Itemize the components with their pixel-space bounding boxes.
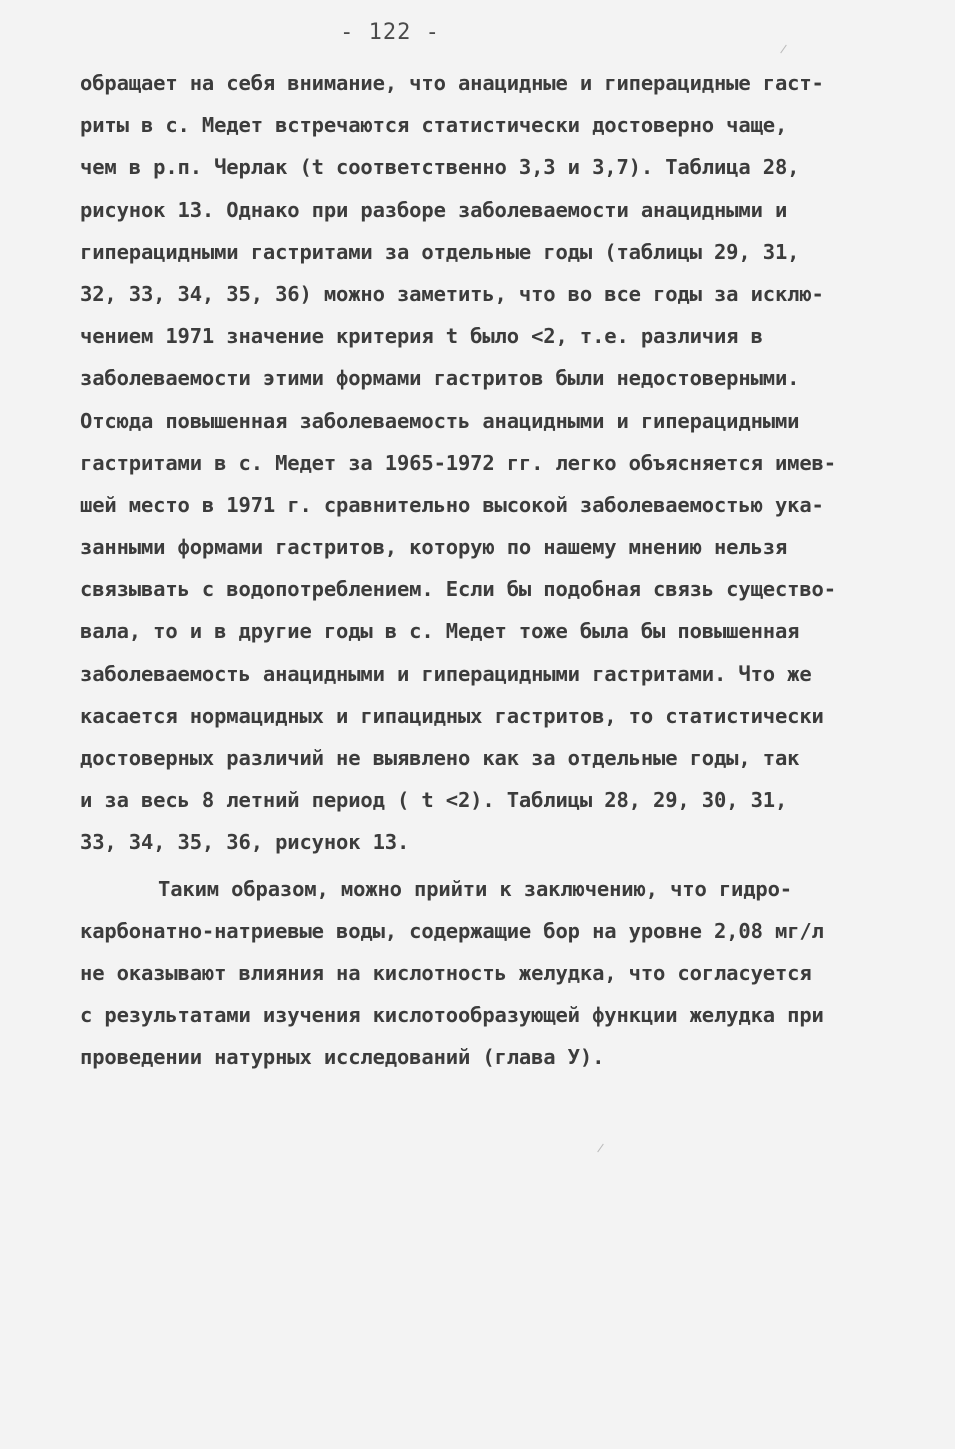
text-line: 32, 33, 34, 35, 36) можно заметить, что во все годы за исклю- xyxy=(80,281,824,306)
text-line: шей место в 1971 г. сравнительно высокой заболеваемостью ука- xyxy=(80,492,824,517)
scan-speck xyxy=(780,45,787,54)
text-line: обращает на себя внимание, что анацидные и гиперацидные гаст- xyxy=(80,71,824,95)
paragraph-1 xyxy=(80,62,880,864)
text-line: Отсюда повышенная заболеваемость анацидными и гиперацидными xyxy=(80,408,800,433)
text-line: карбонатно-натриевые воды, содержащие бор на уровне 2,08 мг/л xyxy=(80,918,824,943)
text-line: чем в р.п. Черлак (t соответственно 3,3 и 3,7). Таблица 28, xyxy=(80,155,800,180)
text-line: рисунок 13. Однако при разборе заболеваемости анацидными и xyxy=(80,197,788,222)
text-line: касается нормацидных и гипацидных гастритов, то статистически xyxy=(80,703,824,728)
body-text xyxy=(80,62,880,1079)
paragraph-2 xyxy=(80,868,880,1079)
text-line: чением 1971 значение критерия t было <2, т.е. различия в xyxy=(80,324,763,349)
text-line: занными формами гастритов, которую по нашему мнению нельзя xyxy=(80,535,788,560)
text-line: заболеваемости этими формами гастритов были недостоверными. xyxy=(80,366,800,391)
scan-speck xyxy=(597,1144,604,1153)
text-line: заболеваемость анацидными и гиперацидными гастритами. Что же xyxy=(80,661,812,686)
text-line: связывать с водопотреблением. Если бы подобная связь существо- xyxy=(80,577,836,602)
text-line: гастритами в с. Медет за 1965-1972 гг. легко объясняется имев- xyxy=(80,450,836,475)
text-line: вала, то и в другие годы в с. Медет тоже была бы повышенная xyxy=(80,619,800,644)
text-line: не оказывают влияния на кислотность желудка, что согласуется xyxy=(80,960,812,985)
text-line: с результатами изучения кислотообразующей функции желудка при xyxy=(80,1003,824,1028)
page-number: - 122 - xyxy=(340,20,440,45)
text-line: гиперацидными гастритами за отдельные годы (таблицы 29, 31, xyxy=(80,239,800,264)
text-line: Таким образом, можно прийти к заключению, что гидро- xyxy=(158,876,792,901)
text-line: риты в с. Медет встречаются статистически достоверно чаще, xyxy=(80,113,788,138)
text-line: 33, 34, 35, 36, рисунок 13. xyxy=(80,830,410,855)
text-line: достоверных различий не выявлено как за отдельные годы, так xyxy=(80,746,800,770)
text-line: проведении натурных исследований (глава У). xyxy=(80,1045,605,1070)
text-line: и за весь 8 летний период ( t <2). Таблицы 28, 29, 30, 31, xyxy=(80,788,788,813)
